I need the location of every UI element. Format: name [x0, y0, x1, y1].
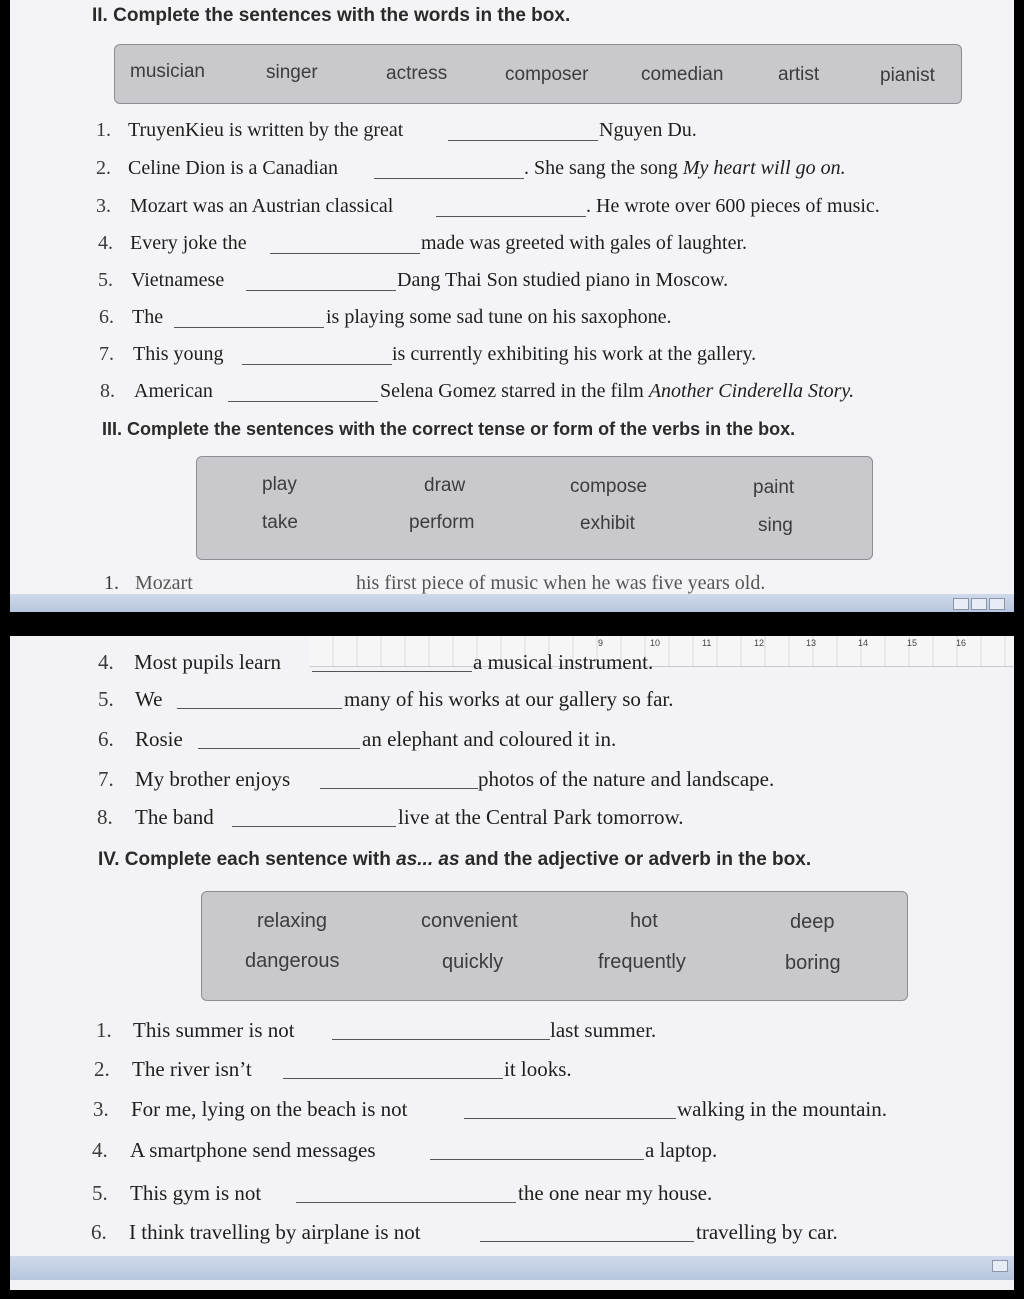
- sentence-start: Celine Dion is a Canadian: [128, 157, 338, 179]
- item-number: 4.: [98, 232, 113, 254]
- print-layout-icon[interactable]: [953, 598, 969, 610]
- sentence-start: TruyenKieu is written by the great: [128, 119, 404, 141]
- sentence-end: it looks.: [504, 1057, 572, 1081]
- exercise-line: [10, 681, 1014, 715]
- word-box-item: take: [262, 512, 298, 533]
- ruler-number: 13: [806, 638, 817, 648]
- sentence-start: This young: [133, 343, 224, 365]
- answer-blank[interactable]: [436, 216, 586, 217]
- sentence-start: For me, lying on the beach is not: [131, 1097, 408, 1121]
- ruler-number: 16: [956, 638, 967, 648]
- ruler-number: 10: [650, 638, 661, 648]
- sentence-end: an elephant and coloured it in.: [362, 727, 617, 751]
- song-title: My heart will go on.: [682, 157, 846, 179]
- item-number: 3.: [96, 195, 111, 217]
- exercise-line: [10, 644, 1014, 678]
- sentence-end: made was greeted with gales of laughter.: [421, 232, 747, 254]
- answer-blank[interactable]: [464, 1118, 676, 1119]
- sentence-end: [380, 380, 854, 403]
- item-number: 6.: [98, 727, 114, 751]
- sentence-end: is currently exhibiting his work at the gallery.: [392, 343, 757, 365]
- sentence-start: Vietnamese: [131, 269, 225, 291]
- word-box-item: boring: [785, 952, 841, 974]
- sentence-end: the one near my house.: [518, 1181, 713, 1205]
- sentence-end-plain: . She sang the song: [524, 157, 683, 179]
- exercise-line: [10, 799, 1014, 833]
- full-screen-icon[interactable]: [971, 598, 987, 610]
- item-number: 3.: [93, 1097, 109, 1121]
- word-box-item: perform: [409, 512, 475, 533]
- ruler-number: 11: [702, 638, 712, 648]
- exercise-line: [10, 1091, 1014, 1125]
- word-box-item: paint: [753, 477, 795, 498]
- answer-blank[interactable]: [430, 1159, 644, 1160]
- top-page-panel: [10, 0, 1014, 612]
- item-number: 7.: [99, 343, 114, 365]
- item-number: 5.: [98, 269, 113, 291]
- word-box-item: deep: [790, 911, 835, 933]
- exercise-line: [10, 721, 1014, 755]
- word-box-item: frequently: [598, 951, 686, 973]
- word-box-item: musician: [130, 61, 205, 82]
- answer-blank[interactable]: [198, 748, 360, 749]
- item-number: 5.: [98, 687, 114, 711]
- answer-blank[interactable]: [242, 364, 392, 365]
- item-number: 6.: [99, 306, 114, 328]
- item-number: 6.: [91, 1220, 107, 1244]
- answer-blank[interactable]: [270, 253, 420, 254]
- item-number: 2.: [96, 157, 111, 179]
- item-number: 5.: [92, 1181, 108, 1205]
- section-3-word-box: [196, 456, 873, 560]
- answer-blank[interactable]: [283, 1078, 503, 1079]
- sentence-end: Dang Thai Son studied piano in Moscow.: [397, 269, 729, 291]
- word-box-item: draw: [424, 475, 466, 496]
- sentence-start: Mozart was an Austrian classical: [130, 195, 394, 217]
- answer-blank[interactable]: [448, 140, 598, 141]
- exercise-line: [10, 1132, 1014, 1166]
- sentence-end: . He wrote over 600 pieces of music.: [586, 195, 880, 217]
- sentence-start: A smartphone send messages: [130, 1138, 376, 1162]
- page-view-icon[interactable]: [992, 1260, 1008, 1272]
- exercise-line: [10, 374, 1014, 408]
- word-box-item: artist: [778, 64, 820, 85]
- answer-blank[interactable]: [246, 290, 396, 291]
- item-number: 7.: [98, 767, 114, 791]
- sentence-end: many of his works at our gallery so far.: [344, 687, 674, 711]
- section-4-heading: [98, 849, 811, 871]
- item-number: 1.: [96, 1018, 112, 1042]
- exercise-line: [10, 1012, 1014, 1046]
- answer-blank[interactable]: [174, 327, 324, 328]
- sentence-start: This summer is not: [133, 1018, 295, 1042]
- word-box-item: dangerous: [245, 950, 340, 972]
- word-box-item: composer: [505, 64, 589, 85]
- sentence-start: Rosie: [135, 727, 183, 751]
- word-box-item: actress: [386, 63, 448, 84]
- item-number: 4.: [98, 650, 114, 674]
- bottom-page-panel: [10, 636, 1014, 1290]
- sentence-end: travelling by car.: [696, 1220, 838, 1244]
- exercise-line: [10, 1051, 1014, 1085]
- word-box-item: quickly: [442, 951, 504, 973]
- sentence-start: Every joke the: [130, 232, 247, 254]
- sentence-end: a musical instrument.: [473, 650, 654, 674]
- exercise-line: [10, 189, 1014, 223]
- sentence-start: Most pupils learn: [134, 650, 281, 674]
- sentence-start: The band: [135, 805, 214, 829]
- section-3-heading: III. Complete the sentences with the correct tense or form of the verbs in the box.: [102, 419, 796, 439]
- heading-suffix: and the adjective or adverb in the box.: [459, 849, 812, 870]
- item-number: 8.: [100, 380, 115, 402]
- word-box-item: convenient: [421, 910, 518, 932]
- item-number: 1.: [96, 119, 111, 141]
- ruler-number: 12: [754, 638, 765, 648]
- word-box-item: comedian: [641, 64, 724, 85]
- web-layout-icon[interactable]: [989, 598, 1005, 610]
- item-number: 2.: [94, 1057, 110, 1081]
- film-title: Another Cinderella Story.: [648, 380, 855, 402]
- word-box-item: exhibit: [580, 513, 635, 534]
- answer-blank[interactable]: [228, 401, 378, 402]
- word-box-item: hot: [630, 910, 658, 932]
- answer-blank[interactable]: [232, 826, 396, 827]
- sentence-start: This gym is not: [130, 1181, 262, 1205]
- ruler-number: 15: [907, 638, 918, 648]
- word-box-item: singer: [266, 62, 318, 83]
- word-box-item: sing: [758, 515, 793, 536]
- answer-blank[interactable]: [480, 1241, 694, 1242]
- answer-blank[interactable]: [296, 1202, 516, 1203]
- status-bar: [10, 1256, 1014, 1280]
- sentence-start: The: [132, 306, 164, 328]
- answer-blank[interactable]: [320, 788, 478, 789]
- item-number: 4.: [92, 1138, 108, 1162]
- sentence-end: [524, 157, 846, 180]
- exercise-line: [10, 300, 1014, 334]
- sentence-end: photos of the nature and landscape.: [478, 767, 775, 791]
- sentence-start: I think travelling by airplane is not: [129, 1220, 421, 1244]
- sentence-end: a laptop.: [645, 1138, 718, 1162]
- exercise-line: [10, 113, 1014, 147]
- answer-blank[interactable]: [312, 671, 472, 672]
- sentence-start: My brother enjoys: [135, 767, 291, 791]
- sentence-end: walking in the mountain.: [677, 1097, 887, 1121]
- exercise-line: [10, 337, 1014, 371]
- exercise-line: [10, 761, 1014, 795]
- heading-prefix: IV. Complete each sentence with: [98, 849, 397, 870]
- sentence-end: Nguyen Du.: [599, 119, 697, 141]
- sentence-end: live at the Central Park tomorrow.: [398, 805, 684, 829]
- sentence-end: his first piece of music when he was five years old.: [356, 572, 766, 594]
- heading-as-as: as... as: [396, 849, 460, 870]
- word-box-item: compose: [570, 476, 648, 497]
- answer-blank[interactable]: [332, 1039, 550, 1040]
- exercise-line: [10, 1175, 1014, 1209]
- sentence-end: last summer.: [550, 1018, 657, 1042]
- sentence-start: Mozart: [135, 572, 193, 594]
- exercise-line: [10, 263, 1014, 297]
- word-box-item: relaxing: [257, 910, 328, 932]
- status-bar: [10, 594, 1014, 612]
- sentence-end: is playing some sad tune on his saxophone.: [326, 306, 672, 328]
- section-2-heading: II. Complete the sentences with the words in the box.: [92, 5, 571, 26]
- sentence-end-plain: Selena Gomez starred in the film: [380, 380, 649, 402]
- ruler-number: 14: [858, 638, 869, 648]
- item-number: 1.: [104, 572, 119, 594]
- ruler-number: 9: [598, 638, 604, 648]
- sentence-start: We: [135, 687, 163, 711]
- answer-blank[interactable]: [374, 178, 524, 179]
- sentence-start: American: [134, 380, 213, 402]
- section-4-word-box: [201, 891, 908, 1001]
- answer-blank[interactable]: [177, 708, 342, 709]
- sentence-start: The river isn’t: [132, 1057, 252, 1081]
- word-box-item: pianist: [880, 65, 935, 86]
- exercise-line: [10, 151, 1014, 185]
- exercise-line: [10, 1214, 1014, 1248]
- item-number: 8.: [97, 805, 113, 829]
- exercise-line: [10, 226, 1014, 260]
- word-box-item: play: [262, 474, 297, 495]
